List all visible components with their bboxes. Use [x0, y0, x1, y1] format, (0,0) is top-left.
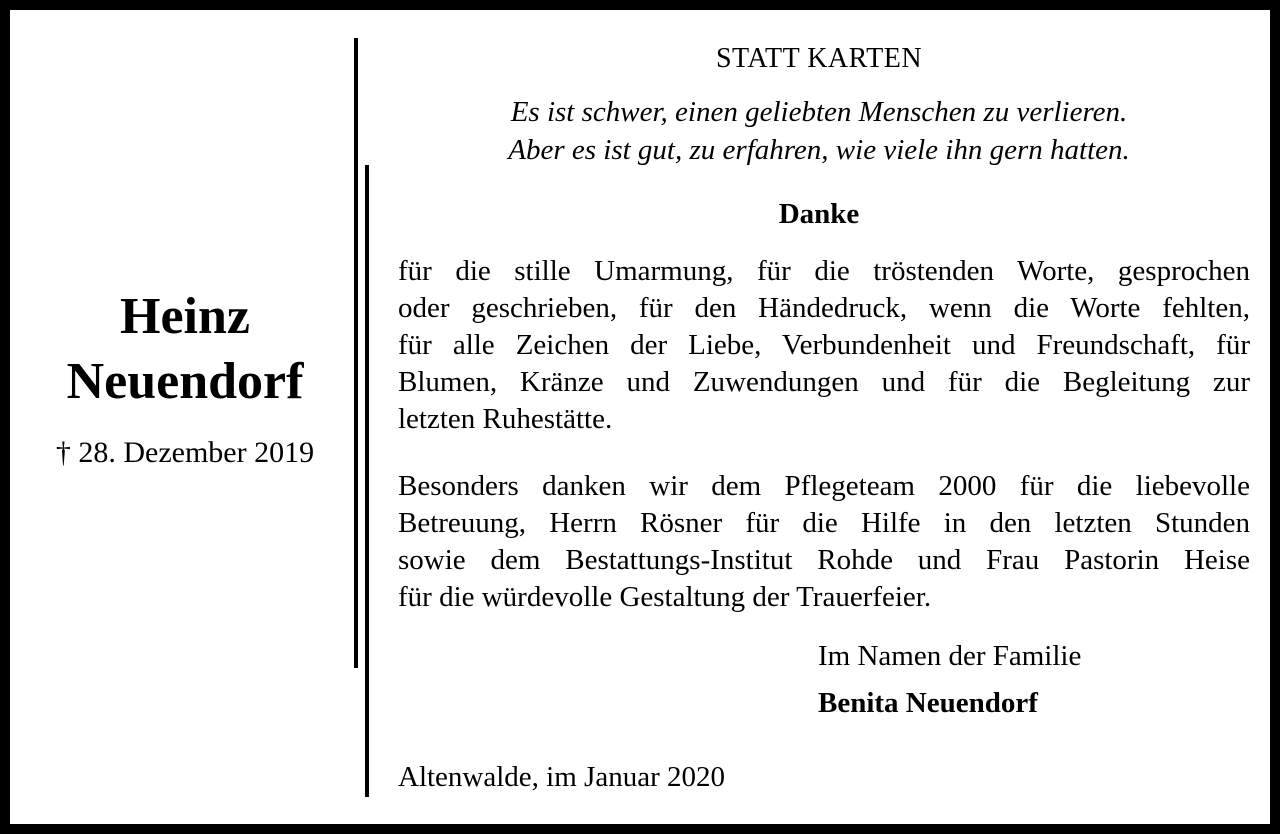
- quote-line-2: Aber es ist gut, zu erfahren, wie viele ihn gern hatten.: [508, 134, 1130, 166]
- paragraph2-line: Betreuung, Herrn Rösner für die Hilfe in den letzten Stunden: [398, 507, 1250, 539]
- paragraph1-line: oder geschrieben, für den Händedruck, wenn die Worte fehlten,: [398, 292, 1250, 324]
- death-date: † 28. Dezember 2019: [55, 436, 315, 469]
- paragraph1-line: Blumen, Kränze und Zuwendungen und für die Begleitung zur: [398, 366, 1250, 398]
- paragraph2-line: für die würdevolle Gestaltung der Trauerfeier.: [398, 581, 932, 613]
- paragraph2-line: sowie dem Bestattungs-Institut Rohde und Frau Pastorin Heise: [398, 544, 1250, 576]
- deceased-first-name: Heinz: [120, 288, 250, 345]
- deceased-panel: [10, 10, 360, 824]
- heading-statt-karten: STATT KARTEN: [715, 43, 923, 74]
- paragraph1-line: für die stille Umarmung, für die tröstenden Worte, gesprochen: [398, 255, 1250, 287]
- thanks-panel: [398, 10, 1250, 824]
- thanks-heading: Danke: [778, 198, 860, 230]
- obituary-card: [10, 10, 1270, 824]
- signature-name: Benita Neuendorf: [818, 687, 1038, 719]
- divider-line-upper: [354, 38, 358, 668]
- paragraph1-line: letzten Ruhestätte.: [398, 403, 613, 435]
- quote-line-1: Es ist schwer, einen geliebten Menschen zu verlieren.: [510, 96, 1128, 128]
- paragraph1-line: für alle Zeichen der Liebe, Verbundenheit und Freundschaft, für: [398, 329, 1250, 361]
- paragraph2-line: Besonders danken wir dem Pflegeteam 2000 für die liebevolle: [398, 470, 1250, 502]
- divider-line-lower: [365, 165, 369, 797]
- deceased-last-name: Neuendorf: [66, 353, 304, 410]
- signature-intro: Im Namen der Familie: [818, 640, 1082, 672]
- place-date: Altenwalde, im Januar 2020: [398, 761, 725, 793]
